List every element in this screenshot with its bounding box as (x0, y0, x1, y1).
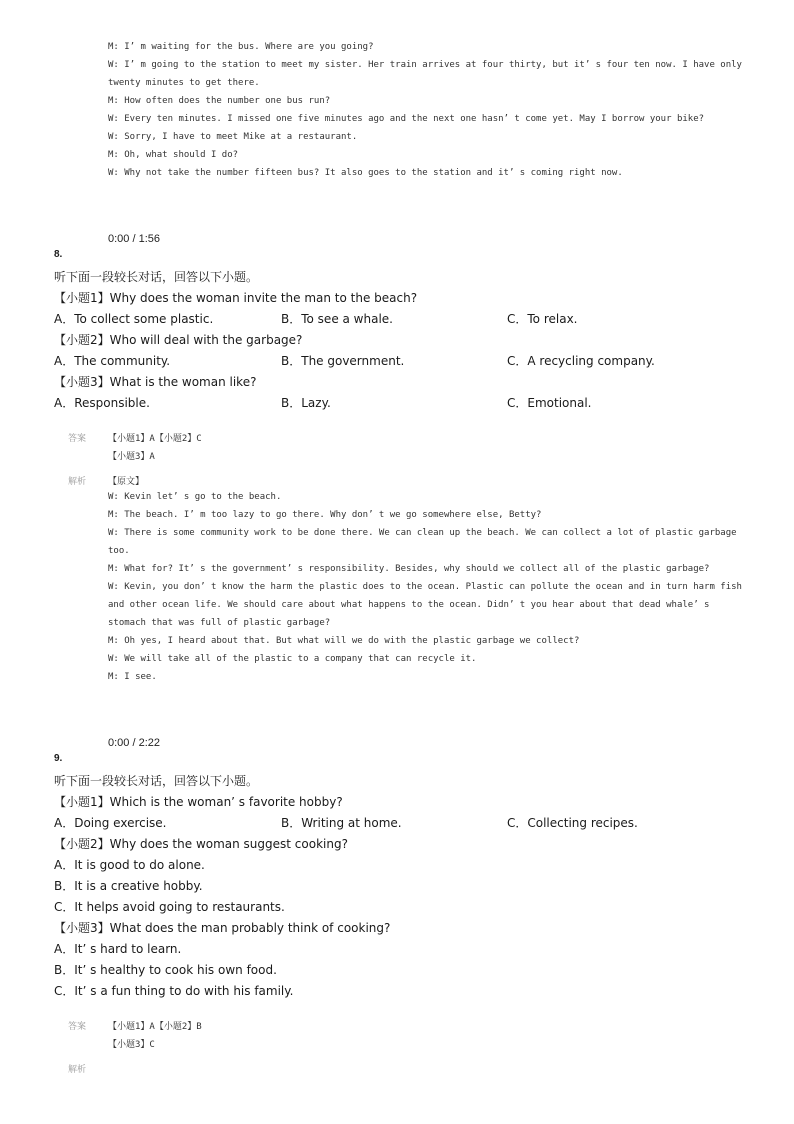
option-b: B．Writing at home. (281, 816, 402, 830)
subquestion-2: 【小题2】Why does the woman suggest cooking? (54, 837, 348, 851)
answer-label: 答案 (68, 434, 87, 444)
answer-label: 答案 (68, 1022, 87, 1032)
transcript-line: 【原文】 (108, 477, 145, 487)
transcript-line: W: There is some community work to be done there. We can clean up the beach. We can collect a lot of plastic garbage (108, 528, 737, 538)
transcript-line: too. (108, 546, 130, 556)
subquestion-3: 【小题3】What does the man probably think of cooking? (54, 921, 391, 935)
transcript-line: M: I see. (108, 672, 157, 682)
transcript-line: W: I’ m going to the station to meet my sister. Her train arrives at four thirty, but it’ s four ten now. I have only (108, 60, 742, 70)
transcript-line: W: Sorry, I have to meet Mike at a restaurant. (108, 132, 358, 142)
transcript-line: W: Kevin let’ s go to the beach. (108, 492, 282, 502)
subquestion-2: 【小题2】Who will deal with the garbage? (54, 333, 303, 347)
transcript-line: W: Every ten minutes. I missed one five minutes ago and the next one hasn’ t come yet. May I borrow your bike? (108, 114, 705, 124)
option-a: A．To collect some plastic. (54, 312, 214, 326)
question-number: 8. (54, 249, 63, 260)
option-c: C．To relax. (507, 312, 578, 326)
analysis-label: 解析 (68, 477, 87, 487)
transcript-line: M: Oh, what should I do? (108, 150, 239, 160)
transcript-line: M: What for? It’ s the government’ s responsibility. Besides, why should we collect all of the plastic garbage? (108, 564, 710, 574)
option-a: A．Responsible. (54, 396, 150, 410)
transcript-line: W: Kevin, you don’ t know the harm the plastic does to the ocean. Plastic can pollute the ocean and in turn harm fish (108, 582, 742, 592)
answer-line: 【小题3】A (108, 452, 155, 462)
transcript-line: and other ocean life. We should care about what happens to the ocean. Didn’ t you hear about that dead whale’ s (108, 600, 710, 610)
audio-player-time[interactable]: 0:00 / 1:56 (108, 233, 160, 245)
transcript-line: M: Oh yes, I heard about that. But what will we do with the plastic garbage we collect? (108, 636, 580, 646)
option-c: C．Emotional. (507, 396, 592, 410)
analysis-label: 解析 (68, 1065, 87, 1075)
subquestion-3: 【小题3】What is the woman like? (54, 375, 257, 389)
option-c: C．A recycling company. (507, 354, 655, 368)
transcript-line: W: We will take all of the plastic to a company that can recycle it. (108, 654, 477, 664)
question-number: 9. (54, 753, 63, 764)
option-c: C．It helps avoid going to restaurants. (54, 900, 285, 914)
option-b: B．The government. (281, 354, 405, 368)
transcript-line: W: Why not take the number fifteen bus? It also goes to the station and it’ s coming right now. (108, 168, 623, 178)
option-a: A．The community. (54, 354, 171, 368)
transcript-line: M: The beach. I’ m too lazy to go there. Why don’ t we go somewhere else, Betty? (108, 510, 542, 520)
option-b: B．To see a whale. (281, 312, 393, 326)
audio-player-time[interactable]: 0:00 / 2:22 (108, 737, 160, 749)
subquestion-1: 【小题1】Why does the woman invite the man to the beach? (54, 291, 418, 305)
option-a: A．Doing exercise. (54, 816, 167, 830)
option-c: C．It’ s a fun thing to do with his family. (54, 984, 294, 998)
transcript-line: M: How often does the number one bus run? (108, 96, 331, 106)
option-b: B．It is a creative hobby. (54, 879, 203, 893)
answer-line: 【小题1】A【小题2】B (108, 1022, 202, 1032)
question-instruction: 听下面一段较长对话，回答以下小题。 (54, 774, 259, 788)
option-c: C．Collecting recipes. (507, 816, 638, 830)
answer-line: 【小题1】A【小题2】C (108, 434, 202, 444)
transcript-line: stomach that was full of plastic garbage? (108, 618, 331, 628)
transcript-line: twenty minutes to get there. (108, 78, 260, 88)
option-a: A．It is good to do alone. (54, 858, 205, 872)
answer-line: 【小题3】C (108, 1040, 155, 1050)
option-a: A．It’ s hard to learn. (54, 942, 182, 956)
option-b: B．It’ s healthy to cook his own food. (54, 963, 277, 977)
option-b: B．Lazy. (281, 396, 331, 410)
question-instruction: 听下面一段较长对话，回答以下小题。 (54, 270, 259, 284)
subquestion-1: 【小题1】Which is the woman’ s favorite hobby? (54, 795, 343, 809)
transcript-line: M: I’ m waiting for the bus. Where are you going? (108, 42, 374, 52)
